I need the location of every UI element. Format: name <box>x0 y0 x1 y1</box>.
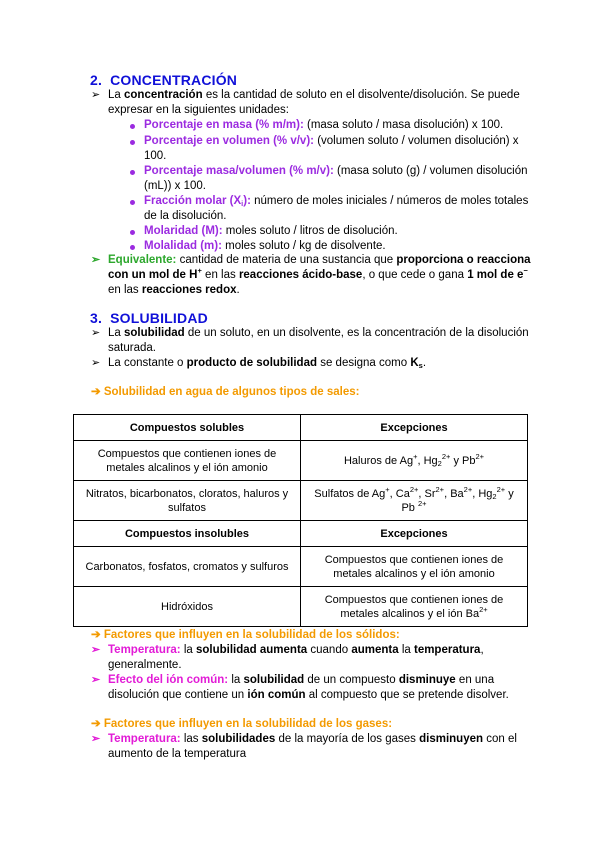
section-2-title: CONCENTRACIÓN <box>110 72 238 88</box>
arrow-bullet-icon: ➢ <box>91 674 101 686</box>
equivalente-definition: Equivalente: cantidad de materia de una sustancia que proporciona o reacciona <box>108 254 531 266</box>
table-row <box>74 521 528 547</box>
arrow-bullet-icon: ➢ <box>91 254 101 266</box>
equivalente-definition-line2: con un mol de H+ en las reacciones ácido-base, o que cede o gana 1 mol de e− <box>108 266 528 281</box>
solidos-temperatura-line2: generalmente. <box>108 659 182 671</box>
table-cell: Compuestos que contienen iones de metales alcalinos y el ión amonio <box>74 441 301 481</box>
unit-item-line2: (mL)) x 100. <box>144 180 206 192</box>
concentration-definition: La concentración es la cantidad de soluto en el disolvente/disolución. Se puede <box>108 89 520 101</box>
unit-item: Porcentaje en volumen (% v/v): (volumen soluto / volumen disolución) x <box>144 135 519 147</box>
arrow-bullet-icon: ➢ <box>91 89 101 101</box>
solidos-ion-comun-line2: disolución que contiene un ión común al compuesto que se pretende disolver. <box>108 689 509 701</box>
table-cell: Compuestos que contienen iones de metales alcalinos y el ión amonio <box>301 547 528 587</box>
solubility-table <box>73 414 528 627</box>
solubilidad-definition: La solubilidad de un soluto, en un disolvente, es la concentración de la disolución <box>108 327 529 339</box>
table-row <box>74 547 528 587</box>
table-header-cell: Compuestos insolubles <box>74 521 301 547</box>
section-3-heading <box>90 310 208 326</box>
unit-item-line2: 100. <box>144 150 167 162</box>
table-header-cell: Excepciones <box>301 521 528 547</box>
table-cell: Sulfatos de Ag+, $Ca^{2+}$, $Sr^{2+}$, $Ba^{2+}$, $Hg_2^{2+}$ y Pb $^{2+}$ <box>301 481 528 521</box>
bullet-dot-icon <box>130 230 135 235</box>
solubilidad-definition-line2: saturada. <box>108 342 156 354</box>
table-heading: ➔ Solubilidad en agua de algunos tipos de sales: <box>91 386 360 398</box>
section-2-heading <box>90 72 237 88</box>
section-3-number: 3. <box>90 310 103 326</box>
arrow-bullet-icon: ➢ <box>91 327 101 339</box>
arrow-bullet-icon: ➢ <box>91 733 101 745</box>
solidos-ion-comun: Efecto del ión común: la solubilidad de un compuesto disminuye en una <box>108 674 495 686</box>
unit-item: Fracción molar $(X_i)$: número de moles iniciales / números de moles totales <box>144 195 529 208</box>
table-row <box>74 441 528 481</box>
table-row <box>74 415 528 441</box>
table-cell: Carbonatos, fosfatos, cromatos y sulfuros <box>74 547 301 587</box>
arrow-right-icon: ➔ <box>91 386 101 398</box>
arrow-right-icon: ➔ <box>91 629 101 641</box>
section-3-title: SOLUBILIDAD <box>110 310 208 326</box>
unit-item: Molalidad (m): moles soluto / kg de disolvente. <box>144 240 386 252</box>
producto-solubilidad: La constante o producto de solubilidad se designa como $K_s$. <box>108 357 427 370</box>
table-cell: Haluros de Ag+, $Hg_2^{2+}$ y $Pb^{2+}$ <box>301 441 528 481</box>
arrow-bullet-icon: ➢ <box>91 644 101 656</box>
arrow-right-icon: ➔ <box>91 718 101 730</box>
solidos-heading: ➔ Factores que influyen en la solubilidad de los sólidos: <box>91 629 400 641</box>
table-cell: Compuestos que contienen iones de metales alcalinos y el ión $Ba^{2+}$ <box>301 587 528 627</box>
table-cell: Hidróxidos <box>74 587 301 627</box>
concentration-definition-line2: expresar en la siguientes unidades: <box>108 104 289 116</box>
unit-item: Porcentaje en masa (% m/m): (masa soluto / masa disolución) x 100. <box>144 119 504 131</box>
gases-heading: ➔ Factores que influyen en la solubilidad de los gases: <box>91 718 393 730</box>
equivalente-definition-line3: en las reacciones redox. <box>108 284 240 296</box>
table-row <box>74 481 528 521</box>
gases-temperatura-line2: aumento de la temperatura <box>108 748 247 760</box>
solidos-temperatura: Temperatura: la solubilidad aumenta cuando aumenta la temperatura, <box>108 644 484 656</box>
table-header-cell: Compuestos solubles <box>74 415 301 441</box>
bullet-dot-icon <box>130 200 135 205</box>
table-cell: Nitratos, bicarbonatos, cloratos, haluros y sulfatos <box>74 481 301 521</box>
table-header-cell: Excepciones <box>301 415 528 441</box>
section-2-number: 2. <box>90 72 103 88</box>
unit-item-line2: de la disolución. <box>144 210 227 222</box>
bullet-dot-icon <box>130 140 135 145</box>
gases-temperatura: Temperatura: las solubilidades de la mayoría de los gases disminuyen con el <box>108 733 517 745</box>
bullet-dot-icon <box>130 245 135 250</box>
arrow-bullet-icon: ➢ <box>91 357 101 369</box>
bullet-dot-icon <box>130 170 135 175</box>
unit-item: Molaridad (M): moles soluto / litros de disolución. <box>144 225 398 237</box>
table-row <box>74 587 528 627</box>
unit-item: Porcentaje masa/volumen (% m/v): (masa soluto (g) / volumen disolución <box>144 165 528 177</box>
bullet-dot-icon <box>130 124 135 129</box>
